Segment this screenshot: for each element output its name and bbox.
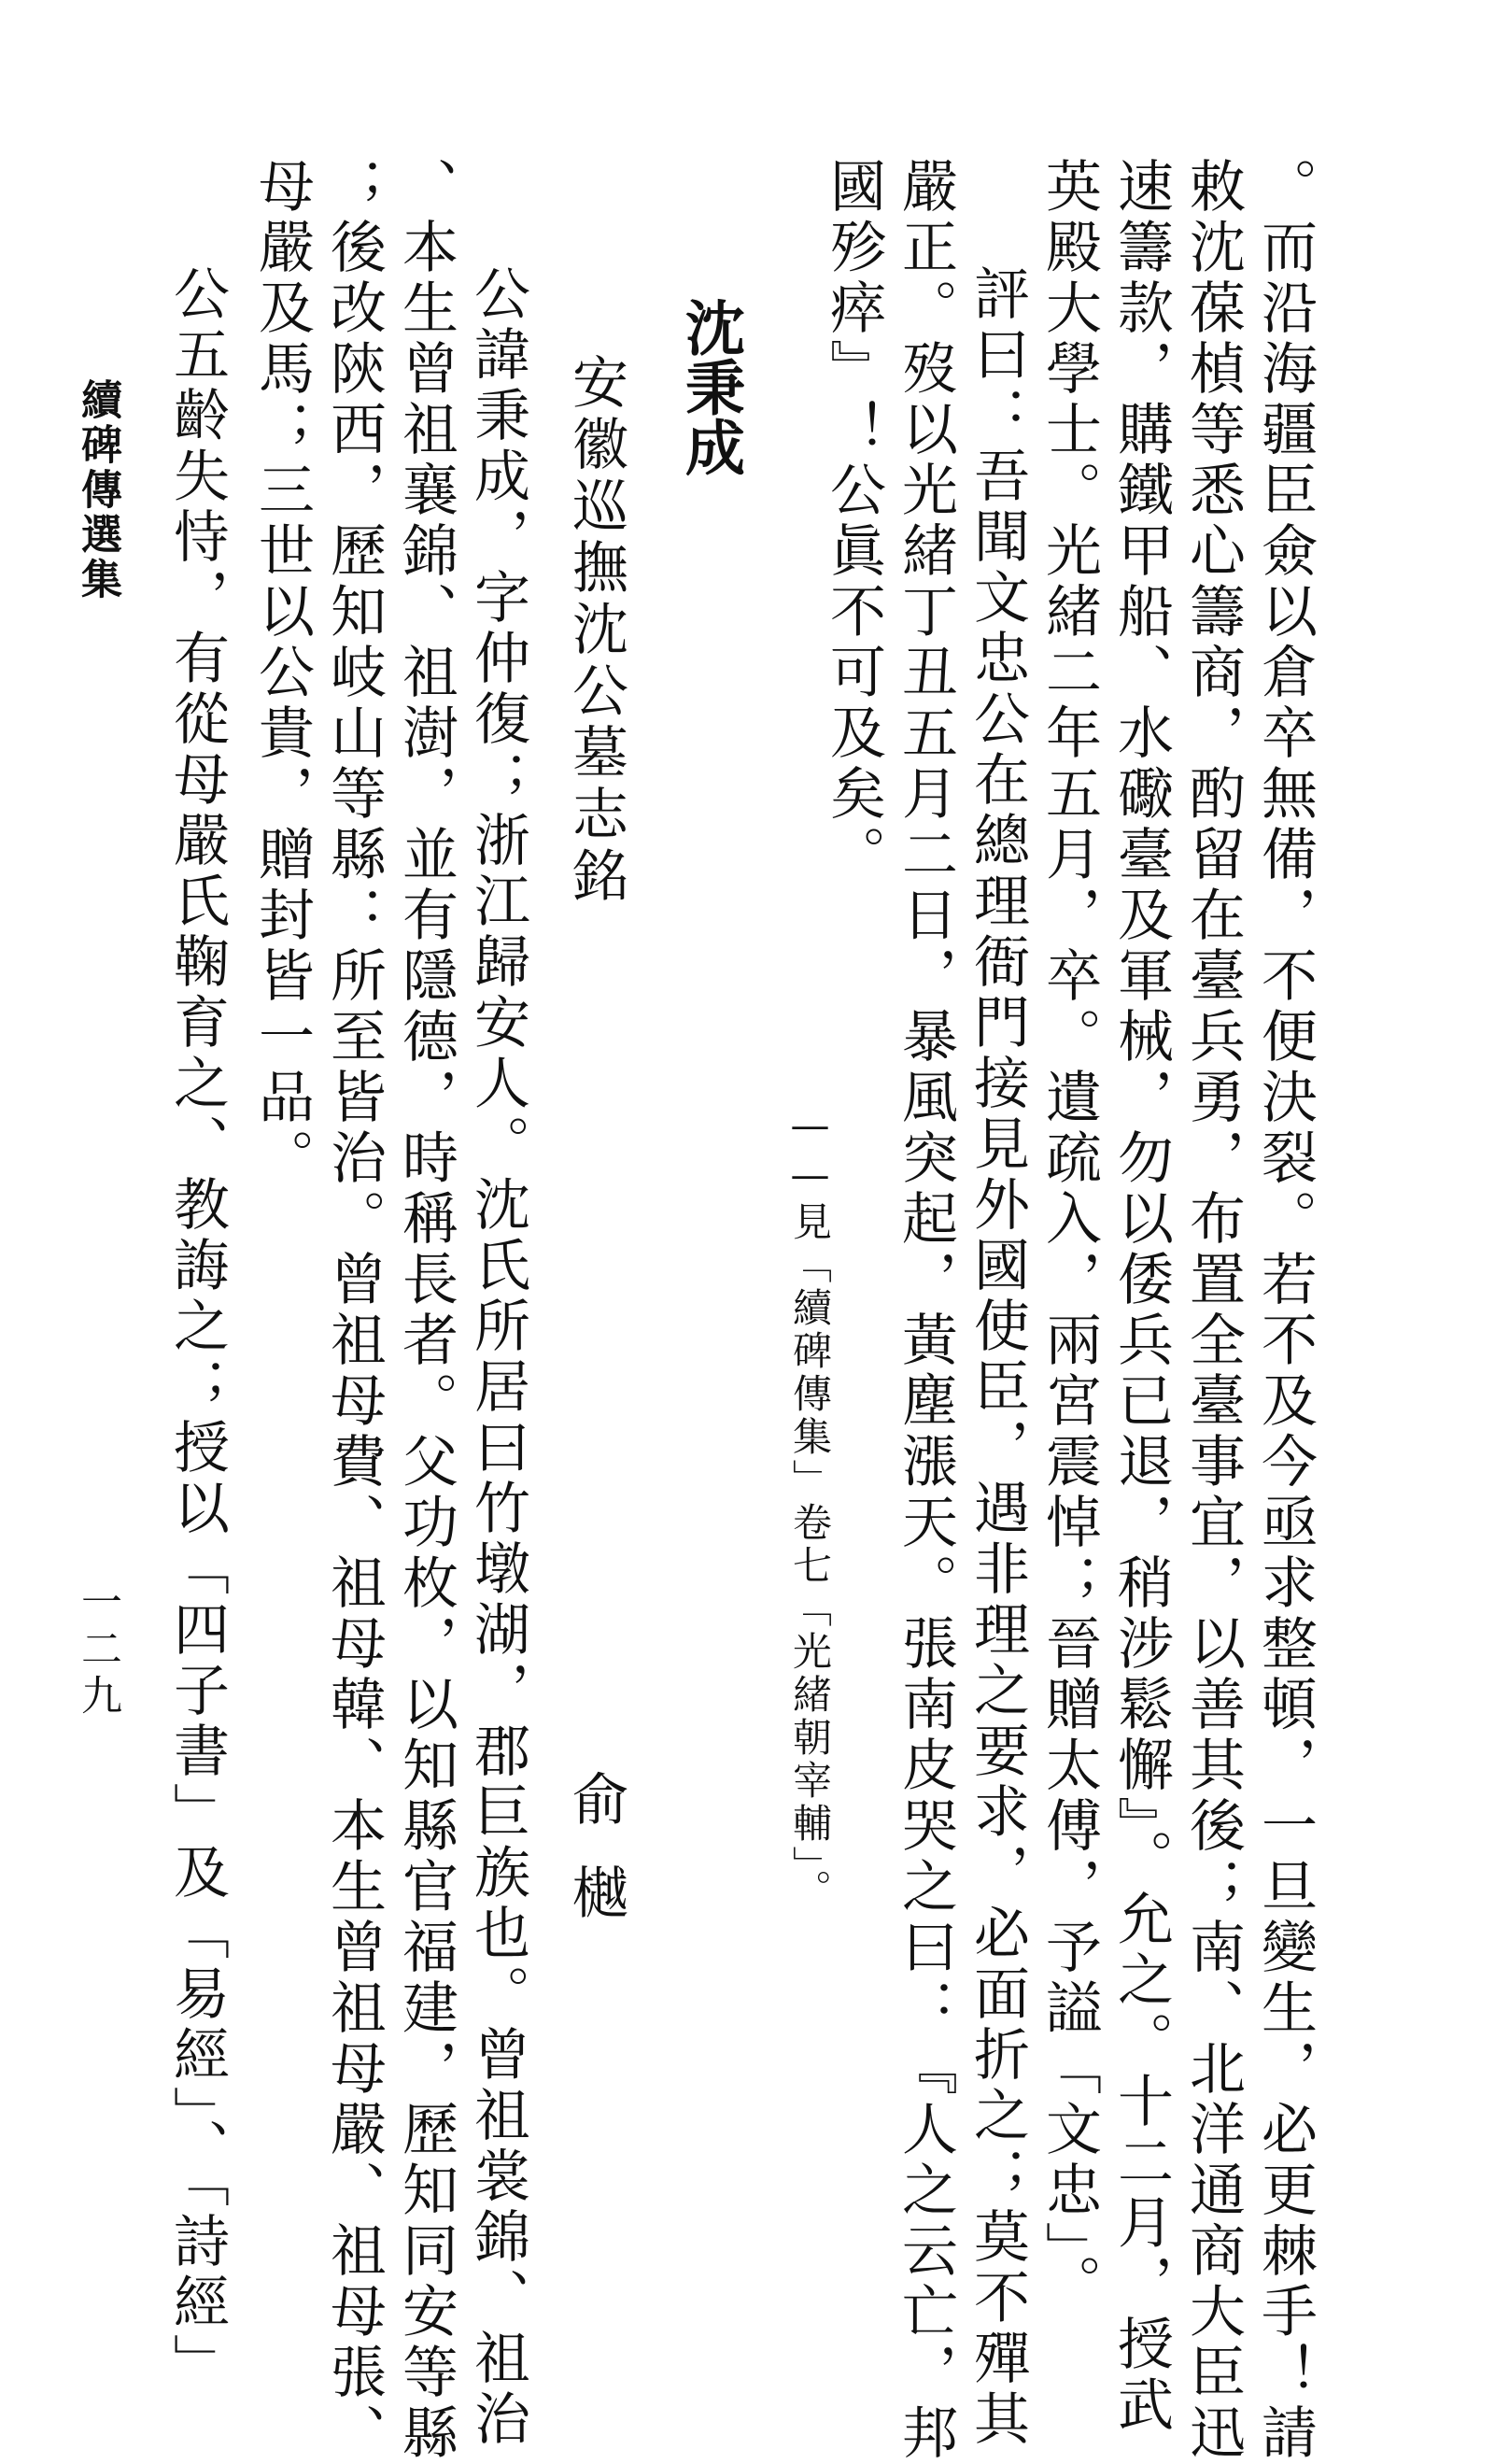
prev-entry-line-3: 速籌款，購鐵甲船、水礮臺及軍械，勿以倭兵已退，稍涉鬆懈』。允之。十二月，授武 bbox=[1108, 157, 1174, 2436]
source-note: ——見「續碑傳集」卷七「光緒朝宰輔」。 bbox=[787, 1102, 833, 1912]
entry-heading: 沈秉成 bbox=[675, 297, 745, 476]
prev-entry-line-4: 英殿大學士。光緒二年五月，卒。遺疏入，兩宮震悼；晉贈太傅，予謚「文忠」。 bbox=[1037, 157, 1102, 2315]
entry-line-2: 、本生曾祖襄錦、祖澍，並有隱德，時稱長者。父功枚，以知縣官福建，歷知同安等縣 bbox=[393, 157, 458, 2464]
entry-line-1: 公諱秉成，字仲復；浙江歸安人。沈氏所居曰竹墩湖，郡巨族也。曾祖裳錦、祖治 bbox=[465, 264, 530, 2450]
prev-entry-line-6: 嚴正。歿以光緒丁丑五月二日，暴風突起，黃塵漲天。張南皮哭之曰：『人之云亡，邦 bbox=[893, 157, 958, 2464]
entry-author: 俞樾 bbox=[563, 1770, 628, 1957]
prev-entry-line-5: 評曰：吾聞文忠公在總理衙門接見外國使臣，遇非理之要求，必面折之；莫不殫其 bbox=[965, 264, 1030, 2450]
prev-entry-line-2: 敕沈葆楨等悉心籌商，酌留在臺兵勇，布置全臺事宜，以善其後；南、北洋通商大臣迅 bbox=[1180, 157, 1246, 2464]
entry-line-3: ；後改陝西，歷知岐山等縣：所至皆治。曾祖母費、祖母韓、本生曾祖母嚴、祖母張、 bbox=[321, 157, 387, 2464]
running-head: 續碑傳選集 bbox=[74, 378, 121, 602]
prev-entry-line-7: 國殄瘁』！公眞不可及矣。 bbox=[821, 157, 886, 885]
page-number: 一二九 bbox=[74, 1580, 121, 1721]
entry-subtitle: 安徽巡撫沈公墓志銘 bbox=[563, 353, 628, 908]
entry-line-4: 母嚴及馬；三世以公貴，贈封皆一品。 bbox=[249, 157, 315, 1189]
entry-line-5: 公五齡失恃，有從母嚴氏鞠育之、教誨之；授以「四子書」及「易經」、「詩經」 bbox=[164, 264, 230, 2394]
prev-entry-line-1: 。而沿海疆臣僉以倉卒無備，不便決裂。若不及今亟求整頓，一旦變生，必更棘手！請 bbox=[1252, 157, 1318, 2464]
